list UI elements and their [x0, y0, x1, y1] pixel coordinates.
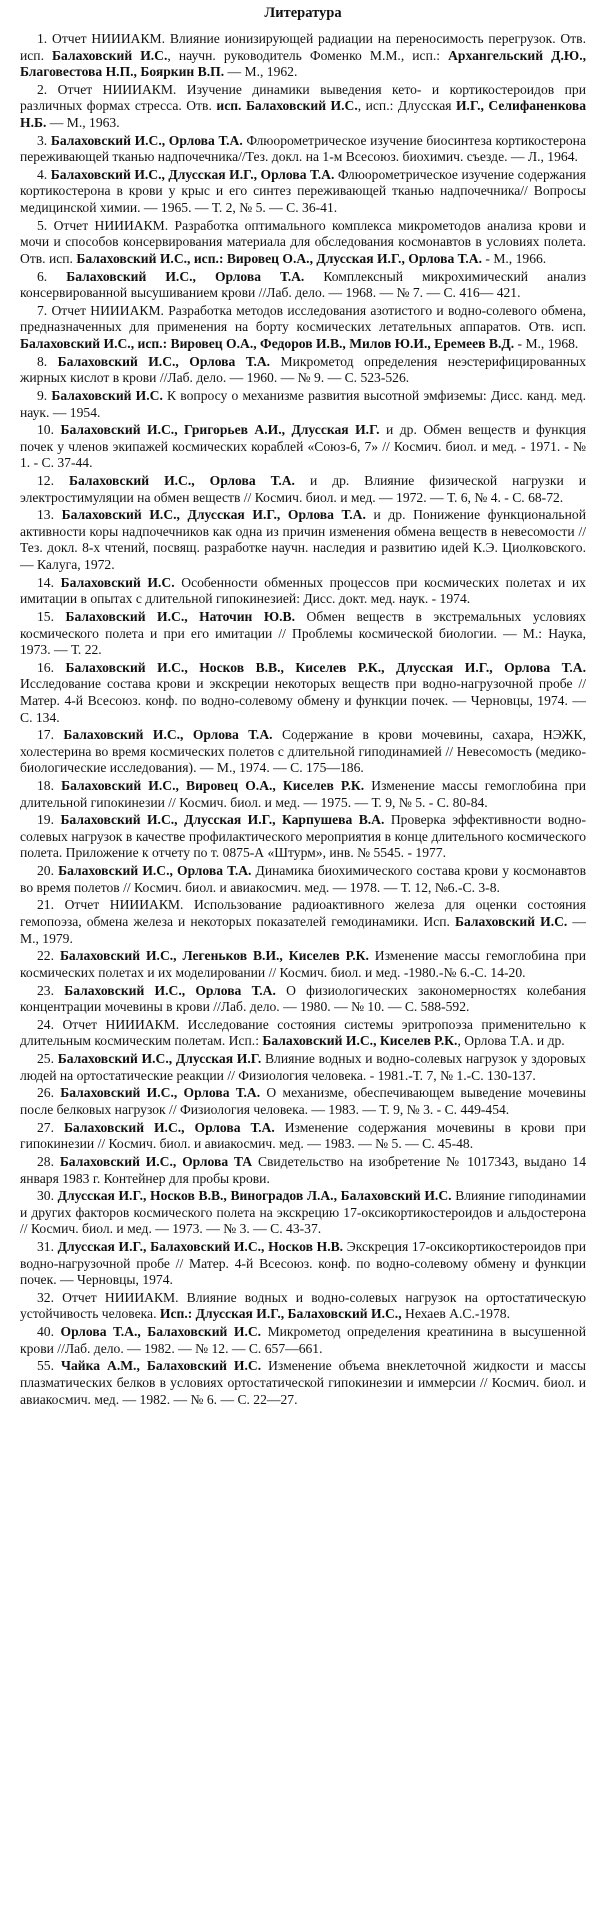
- reference-authors: Балаховский И.С., Наточин Ю.В.: [65, 609, 296, 625]
- reference-text: Экскреция 17-оксикортикостероидов при водно-нагрузочной пробе // Матер. 4-й Всесоюз. конф. по водно-солевому обмену и функции почек. — Черновцы, 1974.: [20, 1239, 586, 1288]
- reference-authors: Балаховский И.С.: [60, 574, 175, 590]
- reference-item: [20, 575, 586, 608]
- reference-text: Свидетельство на изобретение № 1017343, выдано 14 января 1983 г. Контейнер для пробы крови.: [20, 1153, 587, 1186]
- reference-item: [20, 983, 586, 1016]
- reference-authors: Балаховский И.С., Орлова Т.А.: [63, 1119, 275, 1135]
- reference-text: Отчет НИИИАКМ. Влияние ионизирующей радиации на переносимость перегрузок. Отв. исп.: [20, 31, 586, 63]
- reference-item: [20, 1188, 586, 1238]
- reference-item: [20, 303, 586, 353]
- reference-authors: Балаховский И.С., Носков В.В., Киселев Р.К., Длусская И.Г., Орлова Т.А.: [65, 659, 586, 675]
- reference-item: [20, 218, 586, 268]
- reference-item: [20, 778, 586, 811]
- reference-authors: Балаховский И.С., Григорьев А.И., Длусская И.Г.: [60, 422, 380, 438]
- reference-item: [20, 863, 586, 896]
- reference-item: [20, 1017, 586, 1050]
- reference-authors: Балаховский И.С., Киселев Р.К.: [262, 1033, 458, 1049]
- reference-authors: исп. Балаховский И.С.: [216, 98, 358, 114]
- reference-text: Отчет НИИИАКМ. Изучение динамики выведения кето- и кортикостероидов при различных формах стресса. Отв.: [20, 81, 586, 114]
- reference-authors: Балаховский И.С., Длусская И.Г., Орлова Т.А.: [50, 166, 335, 182]
- reference-number: 40.: [37, 1324, 54, 1340]
- reference-authors: Исп.: Длусская И.Г., Балаховский И.С.,: [159, 1306, 402, 1322]
- reference-text: - М., 1966.: [482, 250, 547, 266]
- reference-number: 15.: [37, 609, 54, 625]
- reference-authors: Балаховский И.С., Орлова ТА: [59, 1153, 253, 1169]
- reference-text: Влияние водных и водно-солевых нагрузок у здоровых людей на ортостатические реакции // Физиология человека. - 1981.-Т. 7, № 1.-С. 130-137.: [20, 1051, 586, 1083]
- reference-text: Изменение массы гемоглобина при длительной гипокинезии // Космич. биол. и мед. — 1975. — Т. 9, № 5. - С. 80-84.: [20, 778, 587, 810]
- reference-item: [20, 422, 586, 472]
- reference-text: Нехаев А.С.-1978.: [401, 1306, 510, 1322]
- reference-text: О физиологических закономерностях колебания концентрации мочевины в крови //Лаб. дело. — 1980. — № 10. — С. 588-592.: [20, 982, 586, 1015]
- reference-number: 26.: [37, 1085, 54, 1101]
- reference-authors: Балаховский И.С., Длусская И.Г.: [57, 1051, 262, 1067]
- reference-text: Содержание в крови мочевины, сахара, НЭЖК, холестерина во время космических полетов с длительной гиподинамией // Невесомость (медико-биологические исследования). — М., 1974. — С. 175—186.: [20, 727, 586, 776]
- reference-text: О механизме, обеспечивающем выведение мочевины после белковых нагрузок // Физиология человека. — 1983. — Т. 9, № 3. - С. 449-454.: [20, 1085, 587, 1117]
- reference-item: [20, 1324, 586, 1357]
- reference-authors: Балаховский И.С.: [52, 47, 168, 63]
- reference-text: — М., 1963.: [46, 114, 120, 130]
- reference-number: 18.: [37, 778, 54, 794]
- reference-text: Динамика биохимического состава крови у космонавтов во время полетов // Космич. биол. и авиакосмич. мед. — 1978. — Т. 12, №6.-С. 3-8.: [20, 863, 586, 895]
- reference-item: [20, 1120, 586, 1153]
- reference-text: — М., 1962.: [224, 64, 298, 80]
- reference-number: 32.: [37, 1289, 54, 1305]
- reference-text: - М., 1968.: [514, 335, 579, 351]
- reference-item: [20, 82, 586, 132]
- reference-item: [20, 1239, 586, 1289]
- reference-number: 13.: [37, 507, 54, 523]
- reference-text: — М., 1979.: [20, 914, 586, 946]
- reference-text: Изменение массы гемоглобина при космических полетах и их моделировании // Космич. биол. и мед. -1980.-№ 6.-С. 14-20.: [20, 948, 586, 980]
- reference-authors: Балаховский И.С.: [51, 387, 163, 403]
- reference-authors: Балаховский И.С., Орлова Т.А.: [57, 353, 271, 369]
- reference-item: [20, 609, 586, 659]
- reference-text: Отчет НИИИАКМ. Исследование состояния системы эритропоэза применительно к длительным космическим полетам. Исп.:: [20, 1016, 586, 1049]
- reference-number: 28.: [37, 1153, 54, 1169]
- reference-number: 1.: [37, 31, 48, 46]
- reference-text: Влияние гиподинамии и других факторов космического полета на экскрецию 17-оксикортикостероидов и альдостерона // Космич. биол. и мед. — 1973. — № 3. — С. 43-37.: [20, 1188, 586, 1237]
- reference-item: [20, 473, 586, 506]
- reference-number: 20.: [37, 863, 54, 879]
- reference-text: Флюорометрическое изучение содержания кортикостерона в крови у крыс и его синтез переживающей тканью надпочечника// Вопросы медицинской химии. — 1965. — Т. 2, № 5. — С. 36-41.: [20, 166, 586, 216]
- reference-item: [20, 133, 586, 166]
- reference-text: Изменение объема внеклеточной жидкости и массы плазматических белков в условиях ортостатической гипокинезии и иммерсии // Космич. биол. и авиакосмич. мед. — 1982. — № 6. — С. 22—27.: [20, 1358, 586, 1407]
- reference-authors: Балаховский И.С., Орлова Т.А.: [64, 982, 276, 998]
- reference-list: [20, 31, 586, 1408]
- reference-authors: Балаховский И.С., Вировец О.А., Киселев Р.К.: [61, 778, 365, 794]
- reference-text: Отчет НИИИАКМ. Влияние водных и водно-солевых нагрузок на ортостатическую устойчивость человека.: [20, 1289, 586, 1322]
- reference-authors: Балаховский И.С., Орлова Т.А.: [50, 132, 243, 148]
- reference-number: 25.: [37, 1051, 54, 1067]
- reference-number: 9.: [37, 387, 48, 403]
- reference-text: , исп.: Длусская: [357, 98, 456, 114]
- reference-item: [20, 1085, 586, 1118]
- reference-item: [20, 269, 586, 302]
- reference-number: 21.: [37, 897, 54, 913]
- reference-text: и др. Понижение функциональной активности коры надпочечников как одна из причин изменения обмена веществ в невесомости // Тез. докл. 8-х чтений, посвящ. разработке научн. наследия и развитию идей К.Э. Циолковского. — Калуга, 1972.: [20, 507, 586, 573]
- reference-authors: Балаховский И.С., исп.: Вировец О.А., Федоров И.В., Милов Ю.И., Еремеев В.Д.: [20, 335, 515, 351]
- reference-authors: Балаховский И.С., Длусская И.Г., Орлова Т.А.: [61, 507, 366, 523]
- reference-item: [20, 1358, 586, 1408]
- reference-number: 23.: [37, 982, 54, 998]
- reference-text: Исследование состава крови и экскреции некоторых веществ при водно-нагрузочной пробе // Матер. 4-й Всесоюз. конф. по водно-солевому обмену и функции почек. — Черновцы, 1974. — С. 134.: [20, 676, 586, 725]
- reference-item: [20, 167, 586, 217]
- reference-text: Отчет НИИИАКМ. Разработка методов исследования азотистого и водно-солевого обмена, предназначенных для применения на борту космических летательных аппаратов. Отв. исп.: [20, 302, 586, 335]
- reference-number: 17.: [37, 727, 54, 743]
- reference-text: Отчет НИИИАКМ. Разработка оптимального комплекса микрометодов анализа крови и мочи и способов консервирования материала для обследования космонавтов в условиях полета. Отв. исп.: [20, 217, 586, 266]
- reference-number: 6.: [37, 268, 48, 284]
- reference-authors: Архангельский Д.Ю., Благовестова Н.П., Бояркин В.П.: [20, 47, 586, 80]
- reference-item: [20, 727, 586, 777]
- reference-number: 19.: [37, 812, 54, 828]
- reference-item: [20, 1290, 586, 1323]
- reference-text: Микрометод определения неэстерифицированных жирных кислот в крови //Лаб. дело. — 1960. — № 9. — С. 523-526.: [20, 353, 586, 386]
- reference-text: Микрометод определения креатинина в высушенной крови //Лаб. дело. — 1982. — № 12. — С. 657—661.: [20, 1324, 586, 1356]
- reference-number: 22.: [37, 948, 54, 964]
- reference-text: Проверка эффективности водно-солевых нагрузок в качестве профилактического мероприятия в конце длительного космического полета. Приложение к отчету по т. 0875-А «Штурм», инв. № 5545. - 1977.: [20, 812, 586, 861]
- reference-authors: Чайка А.М., Балаховский И.С.: [61, 1358, 262, 1374]
- reference-authors: Длусская И.Г., Носков В.В., Виноградов Л.А., Балаховский И.С.: [57, 1188, 452, 1204]
- reference-number: 27.: [37, 1119, 54, 1135]
- reference-authors: Балаховский И.С., Орлова Т.А.: [66, 268, 305, 284]
- reference-text: и др. Обмен веществ и функция почек у членов экипажей космических кораблей «Союз-6, 7» // Космич. биол. и мед. - 1971. - № 1. - С. 37-44.: [20, 422, 586, 471]
- reference-number: 8.: [37, 353, 48, 369]
- reference-number: 24.: [37, 1016, 54, 1032]
- reference-item: [20, 897, 586, 947]
- reference-number: 3.: [37, 132, 48, 148]
- reference-text: , научн. руководитель Фоменко М.М., исп.:: [167, 47, 449, 63]
- reference-text: Изменение содержания мочевины в крови при гипокинезии // Космич. биол. и авиакосмич. мед. — 1983. — № 5. — С. 45-48.: [20, 1119, 586, 1152]
- reference-item: [20, 31, 586, 81]
- reference-authors: Балаховский И.С.: [454, 914, 568, 929]
- reference-number: 14.: [37, 574, 54, 590]
- reference-item: [20, 507, 586, 573]
- reference-number: 2.: [37, 81, 48, 97]
- reference-authors: Балаховский И.С., исп.: Вировец О.А., Длусская И.Г., Орлова Т.А.: [76, 250, 482, 266]
- reference-number: 55.: [37, 1358, 54, 1374]
- reference-text: Обмен веществ в экстремальных условиях космического полета и при его имитации // Проблемы космической биологии. — М.: Наука, 1973. — Т. 22.: [20, 609, 586, 658]
- reference-number: 5.: [37, 217, 48, 233]
- reference-text: и др. Влияние физической нагрузки и электростимуляции на обмен веществ // Космич. биол. и мед. — 1972. — Т. 6, № 4. - С. 68-72.: [20, 473, 586, 505]
- reference-number: 16.: [37, 659, 54, 675]
- reference-text: , Орлова Т.А. и др.: [457, 1033, 565, 1049]
- reference-authors: Балаховский И.С., Орлова Т.А.: [63, 727, 273, 743]
- reference-authors: Длусская И.Г., Балаховский И.С., Носков Н.В.: [57, 1239, 344, 1255]
- reference-authors: Балаховский И.С., Орлова Т.А.: [58, 863, 252, 879]
- reference-item: [20, 948, 586, 981]
- reference-item: [20, 660, 586, 726]
- reference-item: [20, 812, 586, 862]
- reference-number: 4.: [37, 166, 48, 182]
- reference-number: 31.: [37, 1239, 54, 1255]
- reference-number: 30.: [37, 1188, 54, 1204]
- reference-number: 12.: [37, 473, 54, 489]
- reference-text: Особенности обменных процессов при космических полетах и их имитации в опытах с длительной гипокинезией: Дисс. докт. мед. наук. - 1974.: [20, 574, 586, 607]
- reference-authors: И.Г., Селифаненкова Н.Б.: [20, 98, 586, 130]
- reference-item: [20, 388, 586, 421]
- reference-item: [20, 1154, 586, 1187]
- reference-authors: Балаховский И.С., Длусская И.Г., Карпушева В.А.: [60, 812, 385, 828]
- reference-number: 10.: [37, 422, 54, 438]
- reference-authors: Балаховский И.С., Легеньков В.И., Киселев Р.К.: [59, 948, 369, 964]
- page-title: Литература: [264, 5, 342, 21]
- reference-authors: Балаховский И.С., Орлова Т.А.: [68, 473, 295, 489]
- reference-number: 7.: [37, 302, 48, 318]
- reference-item: [20, 1051, 586, 1084]
- reference-item: [20, 354, 586, 387]
- reference-text: Комплексный микрохимический анализ консервированной высушиванием крови //Лаб. дело. — 1968. — № 7. — С. 416— 421.: [20, 268, 586, 301]
- reference-text: Флюорометрическое изучение биосинтеза кортикостерона переживающей тканью надпочечника//Тез. докл. на 1-м Всесоюз. биохимич. съезде. — Л., 1964.: [20, 132, 586, 165]
- reference-text: К вопросу о механизме развития высотной эмфиземы: Дисс. канд. мед. наук. — 1954.: [20, 387, 586, 420]
- reference-authors: Балаховский И.С., Орлова Т.А.: [60, 1085, 261, 1101]
- reference-authors: Орлова Т.А., Балаховский И.С.: [60, 1324, 262, 1340]
- reference-text: Отчет НИИИАКМ. Использование радиоактивного железа для оценки состояния гемопоэза, обмена железа и некоторых показателей гемодинамики. Исп.: [20, 897, 586, 929]
